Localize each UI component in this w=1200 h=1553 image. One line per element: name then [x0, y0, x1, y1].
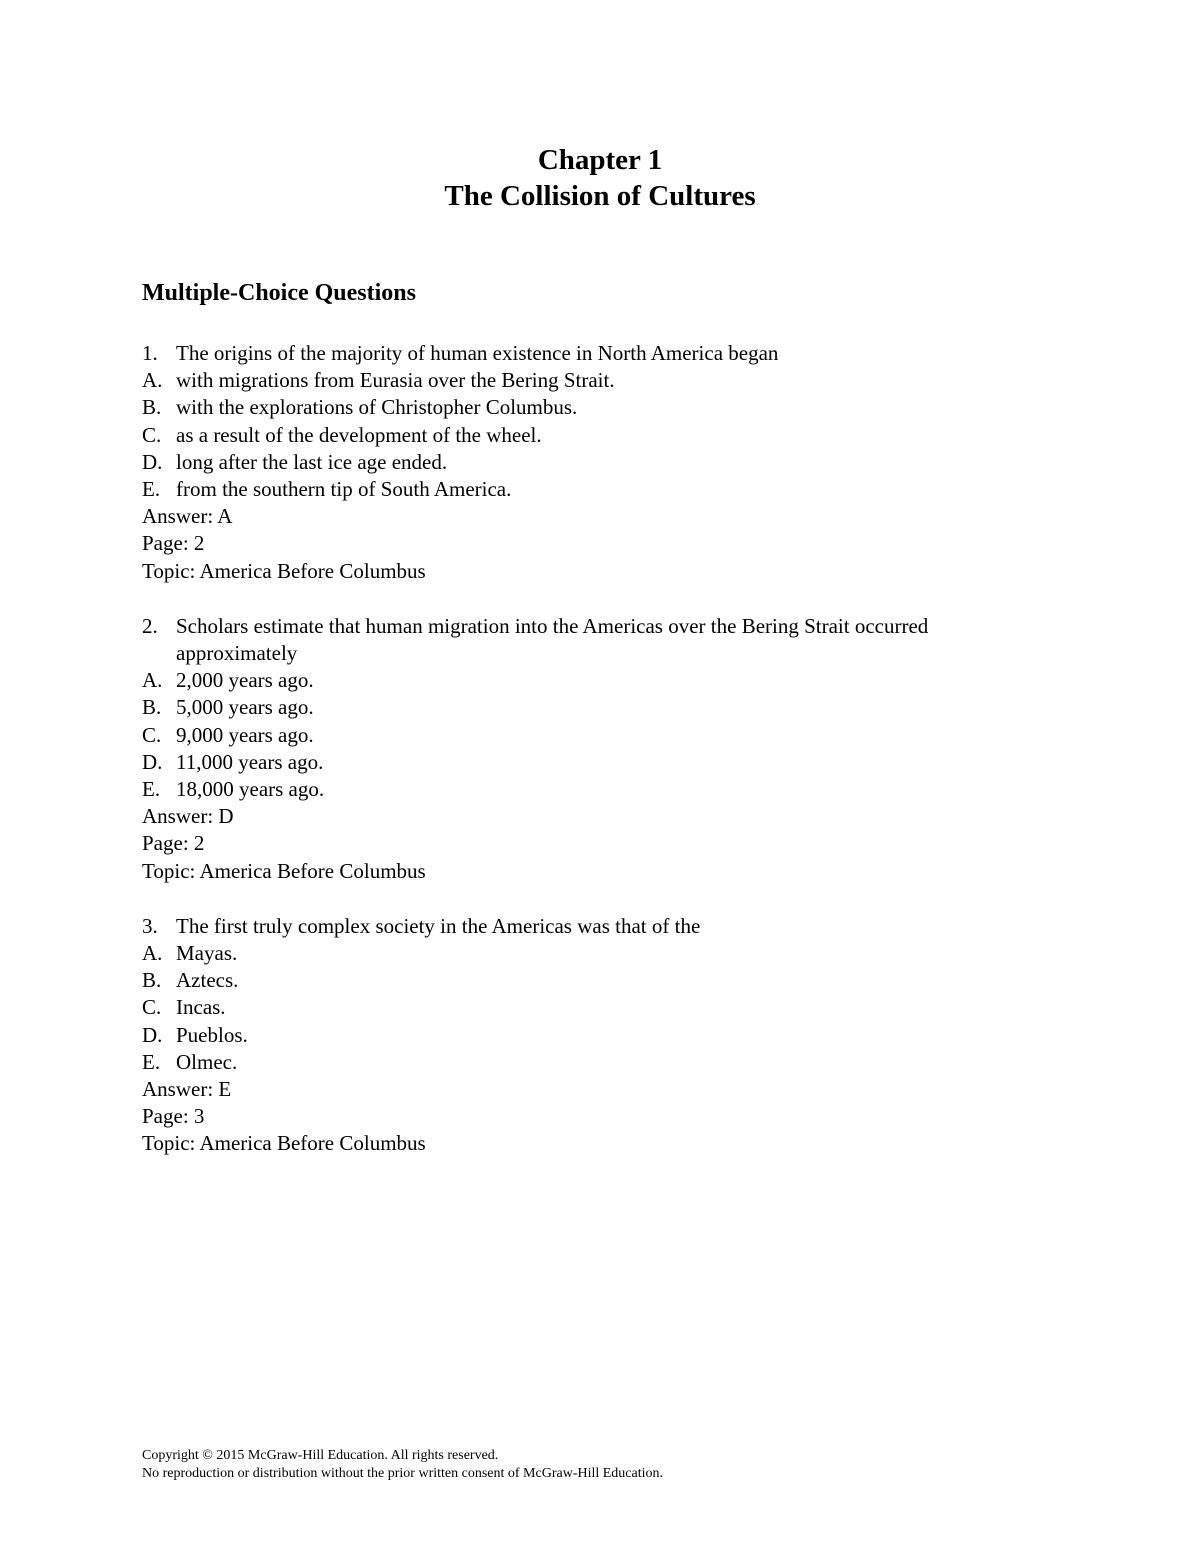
- option-letter: A.: [142, 368, 163, 393]
- option-text: 5,000 years ago.: [176, 695, 314, 720]
- option-text: 9,000 years ago.: [176, 722, 314, 747]
- topic-label: Topic: America Before Columbus: [142, 1131, 426, 1156]
- answer-option: [142, 694, 1042, 721]
- answer-option: [142, 422, 1042, 449]
- reproduction-notice: No reproduction or distribution without the prior written consent of McGraw-Hill Education.: [142, 1466, 664, 1481]
- question-list: [142, 340, 1042, 1186]
- option-letter: B.: [142, 395, 162, 420]
- question-text: The origins of the majority of human existence in North America began: [176, 341, 779, 365]
- answer-option: [142, 722, 1042, 749]
- question-number: 3.: [142, 913, 158, 938]
- option-text: Aztecs.: [176, 968, 239, 993]
- answer-key: Answer: E: [142, 1077, 232, 1102]
- option-text: 18,000 years ago.: [176, 777, 325, 802]
- answer-option: [142, 476, 1042, 503]
- question-text: Scholars estimate that human migration into the Americas over the Bering Strait occurred approximately: [176, 613, 929, 666]
- option-letter: C.: [142, 995, 162, 1020]
- option-text: 2,000 years ago.: [176, 668, 314, 693]
- option-letter: E.: [142, 1049, 161, 1074]
- answer-option: [142, 1022, 1042, 1049]
- option-text: with the explorations of Christopher Columbus.: [176, 395, 578, 420]
- answer-key: Answer: D: [142, 804, 234, 829]
- page-reference: Page: 2: [142, 831, 205, 856]
- copyright-notice: Copyright © 2015 McGraw-Hill Education. All rights reserved.: [142, 1448, 499, 1463]
- option-letter: C.: [142, 422, 162, 447]
- option-text: Incas.: [176, 995, 226, 1020]
- option-letter: A.: [142, 668, 163, 693]
- option-text: from the southern tip of South America.: [176, 477, 512, 502]
- question-2: [142, 613, 1042, 885]
- option-letter: A.: [142, 941, 163, 966]
- option-text: Olmec.: [176, 1049, 238, 1074]
- answer-option: [142, 367, 1042, 394]
- question-text: The first truly complex society in the Americas was that of the: [176, 913, 701, 938]
- option-letter: C.: [142, 722, 162, 747]
- answer-option: [142, 394, 1042, 421]
- answer-option: [142, 967, 1042, 994]
- question-stem: [142, 613, 1042, 667]
- answer-option: [142, 749, 1042, 776]
- page-footer: [142, 1447, 663, 1483]
- answer-option: [142, 940, 1042, 967]
- chapter-title: The Collision of Cultures: [444, 180, 756, 212]
- answer-key: Answer: A: [142, 504, 233, 529]
- question-stem: [142, 913, 1042, 940]
- question-1: [142, 340, 1042, 585]
- option-letter: E.: [142, 477, 161, 502]
- option-letter: D.: [142, 449, 163, 474]
- option-text: Mayas.: [176, 941, 238, 966]
- option-letter: B.: [142, 968, 162, 993]
- answer-option: [142, 449, 1042, 476]
- answer-option: [142, 1049, 1042, 1076]
- option-text: as a result of the development of the wheel.: [176, 422, 542, 447]
- option-letter: B.: [142, 695, 162, 720]
- option-text: Pueblos.: [176, 1022, 248, 1047]
- answer-option: [142, 776, 1042, 803]
- option-letter: D.: [142, 1022, 163, 1047]
- page-reference: Page: 3: [142, 1104, 205, 1129]
- option-letter: E.: [142, 777, 161, 802]
- option-text: with migrations from Eurasia over the Bering Strait.: [176, 368, 615, 393]
- topic-label: Topic: America Before Columbus: [142, 858, 426, 883]
- answer-option: [142, 667, 1042, 694]
- section-heading: Multiple-Choice Questions: [142, 280, 416, 306]
- option-text: 11,000 years ago.: [176, 749, 324, 774]
- option-letter: D.: [142, 749, 163, 774]
- topic-label: Topic: America Before Columbus: [142, 558, 426, 583]
- chapter-number: Chapter 1: [537, 144, 663, 176]
- question-number: 1.: [142, 341, 158, 365]
- question-number: 2.: [142, 613, 158, 638]
- question-3: [142, 913, 1042, 1158]
- answer-option: [142, 994, 1042, 1021]
- option-text: long after the last ice age ended.: [176, 449, 448, 474]
- question-stem: [142, 340, 1042, 367]
- chapter-header: [0, 142, 1200, 214]
- page-reference: Page: 2: [142, 531, 205, 556]
